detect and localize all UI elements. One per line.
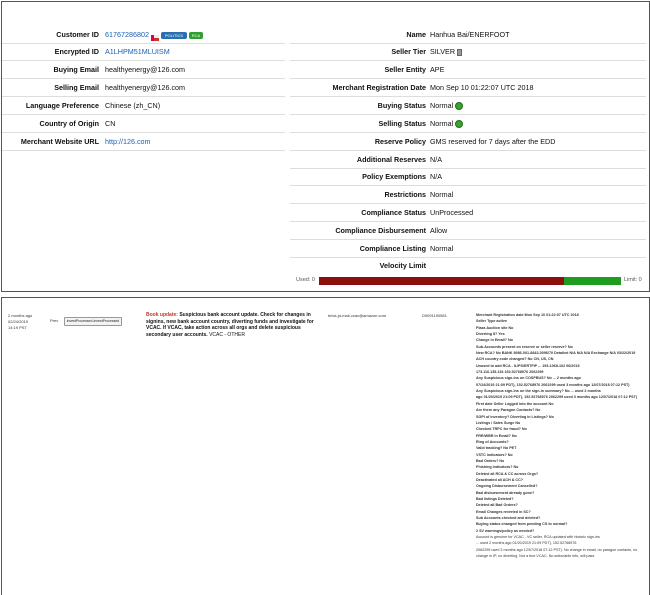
checklist-item: Bad listings Deleted?: [476, 496, 514, 501]
field-value: Normal: [430, 101, 454, 110]
field-label: Velocity Limit: [379, 261, 426, 270]
field-value: Mon Sep 10 01:22:07 UTC 2018: [430, 83, 534, 92]
status-globe-icon: [455, 102, 463, 110]
annotation-date: 02/24/2019: [8, 319, 29, 324]
field-value: SILVER: [430, 47, 456, 56]
velocity-used-label: Used: 0: [296, 277, 315, 283]
velocity-remaining-bar: [564, 277, 621, 285]
field-value: Normal: [430, 190, 454, 199]
checklist-item: Buying status changed from pending CS to normal?: [476, 522, 568, 527]
checklist-item: ACH country code changed? No CN, US, CN: [476, 357, 554, 362]
checklist-item: 07/24/2019 21:09 PDT), 152.52768976 2062299 used 3 months ago 12/07/2018 07:12 PST): [476, 382, 630, 387]
field-label: Compliance Listing: [359, 244, 426, 253]
checklist-item: Bad Orders? No: [476, 458, 505, 463]
field-label: Restrictions: [384, 190, 426, 199]
book-update-tail: VCAC - OTHER: [209, 331, 245, 338]
row-divider: [290, 78, 646, 79]
right-field-row: [0, 170, 648, 184]
row-divider: [2, 150, 285, 151]
checklist-item: Merchant Registration date Mon Sep 10 01:22:07 UTC 2018: [476, 313, 579, 317]
field-value: UnProcessed: [430, 208, 474, 217]
field-value: APE: [430, 65, 445, 74]
field-label: Selling Status: [378, 119, 426, 128]
checklist-item: Listings / Sales Surge No: [476, 420, 521, 425]
field-value: healthyenergy@126.com: [105, 83, 186, 92]
field-value: Normal: [430, 244, 454, 253]
status-globe-icon: [455, 120, 463, 128]
row-divider: [290, 150, 646, 151]
investigation-status-button[interactable]: investProcessed-investProcessed: [64, 317, 122, 326]
annotation-checklist: [476, 312, 648, 559]
row-divider: [290, 257, 646, 258]
row-divider: [2, 114, 285, 115]
field-value: CN: [105, 119, 116, 128]
velocity-used-bar: [319, 277, 564, 285]
checklist-item: Bad disbursement already gone?: [476, 490, 535, 495]
checklist-item: Sub-Accounts present on reserve or seller reserve? No: [476, 344, 573, 349]
checklist-item: Email Changes reverted in SC?: [476, 509, 531, 514]
prev-label: Prev: [50, 318, 59, 323]
right-field-row: [0, 135, 648, 149]
rca-tag-badge: RCA: [189, 32, 203, 39]
row-divider: [2, 60, 285, 61]
field-label: Merchant Registration Date: [332, 83, 426, 92]
checklist-item: Diverting $? Yes: [476, 332, 505, 337]
annotation-time-ago: 2 months ago: [8, 313, 33, 318]
checklist-item: Deleted all RCA & CC across Orgs?: [476, 471, 539, 476]
checklist-item: 2062299 used 3 months ago 12/07/2018 07:12 PST). No change in email, no paragon contacts, no: [476, 547, 638, 552]
row-divider: [290, 239, 646, 240]
field-label: Policy Exemptions: [362, 172, 426, 181]
field-value-cell: [430, 45, 462, 59]
checklist-item: Account is genuine for VCAC - VC seller, RCA updated with historic sign-ins: [476, 535, 600, 540]
checklist-item: Deactivated all ACH & CC?: [476, 477, 523, 482]
trash-can-icon: [457, 49, 462, 56]
right-field-row: [0, 224, 648, 238]
field-label: Merchant Website URL: [20, 137, 99, 146]
right-field-row: [0, 99, 648, 113]
row-divider: [290, 185, 646, 186]
checklist-item: Phishing indicators? No: [476, 465, 519, 470]
right-field-row: [0, 117, 648, 131]
field-label: Country of Origin: [39, 119, 99, 128]
row-divider: [290, 203, 646, 204]
book-update-title: Book update:: [146, 312, 178, 318]
field-value-cell: [430, 63, 444, 77]
row-divider: [2, 43, 285, 44]
field-value: N/A: [430, 155, 442, 164]
velocity-limit-label: Limit: 0: [624, 277, 642, 283]
checklist-item: change in IP, no diverting. Not a true VCAC. No actionable info, will pass: [476, 554, 595, 559]
checklist-item: New RCA? No BANK 8986-001-8843-0096/70 Detailed N/A N/A N/A Exchange N/A 03/22/2019: [476, 351, 636, 356]
field-value: N/A: [430, 172, 442, 181]
field-label: Buying Email: [53, 65, 99, 74]
field-label: Reserve Policy: [374, 137, 426, 146]
right-field-row: [0, 153, 648, 167]
row-divider: [2, 96, 285, 97]
checklist-item: Plaza Auction site No: [476, 325, 514, 330]
field-label: Buying Status: [377, 101, 426, 110]
checklist-item: Ongoing Disbursement Cancelled?: [476, 484, 538, 489]
field-label: Name: [406, 30, 426, 39]
row-divider: [290, 132, 646, 133]
field-value-cell: [430, 242, 453, 256]
field-value-cell: [430, 117, 463, 131]
checklist-item: Ring of Accounts?: [476, 439, 509, 444]
field-value-cell: [430, 224, 447, 238]
field-value-cell: [430, 28, 510, 42]
field-label: Language Preference: [25, 101, 99, 110]
checklist-item: Change in Email? No: [476, 338, 513, 343]
checklist-item: Any Suspicious sign-ins on the sign-in summary? No ... used 2 months: [476, 389, 601, 394]
field-value-cell: [430, 188, 453, 202]
politics-badge: POLITICS: [161, 32, 187, 39]
field-value: Chinese (zh_CN): [105, 101, 161, 110]
book-update-note: [146, 312, 322, 338]
checklist-item: FRR/WBR in Email? No: [476, 433, 517, 438]
row-divider: [290, 221, 646, 222]
checklist-item: First date Seller Logged into the account No: [476, 401, 554, 406]
field-label: Compliance Disbursement: [335, 226, 426, 235]
row-divider: [290, 43, 646, 44]
checklist-item: ... used 2 months ago 01/20/2019 21:09 PDT), 152.52768976: [476, 541, 577, 546]
field-label: Compliance Status: [361, 208, 426, 217]
row-divider: [290, 96, 646, 97]
field-value: Hanhua Bai/ENERFOOT: [430, 30, 510, 39]
checklist-item: Deleted all Bad Orders?: [476, 503, 518, 508]
field-value-link[interactable]: 61767286802: [105, 30, 149, 39]
row-divider: [290, 114, 646, 115]
field-label: Encrypted ID: [54, 47, 99, 56]
checklist-item: Sub Accounts checked and deleted?: [476, 516, 541, 520]
right-field-row: [0, 188, 648, 202]
checklist-item: Valid tracking? No PET: [476, 446, 517, 451]
field-label: Seller Tier: [391, 47, 426, 56]
checklist-item: 173.116.135.134 152.52768976 2062299: [476, 370, 544, 375]
checklist-item: Checked TRPC for fraud? No: [476, 427, 527, 432]
checklist-item: Seller Type active: [476, 319, 507, 324]
annotation-email: brick-jd-mail-vcac@amazon.com: [328, 313, 387, 318]
field-label: Additional Reserves: [356, 155, 426, 164]
row-divider: [290, 60, 646, 61]
field-value-link[interactable]: A1LHPM51MLUISM: [105, 47, 170, 56]
field-value-link[interactable]: http://126.com: [105, 137, 151, 146]
right-field-row: [0, 81, 648, 95]
field-value-cell: [430, 153, 442, 167]
field-value-cell: [430, 81, 534, 95]
checklist-item: VSTC indicators? No: [476, 452, 513, 457]
field-value-cell: [430, 206, 473, 220]
annotation-ref-id: D9091190581: [422, 313, 447, 318]
field-value-cell: [430, 135, 555, 149]
annotation-time: 14:19 PST: [8, 325, 27, 330]
field-value: Allow: [430, 226, 448, 235]
field-value-cell: [430, 170, 442, 184]
right-field-row: [0, 63, 648, 77]
right-field-row: [0, 206, 648, 220]
field-value-cell: [430, 99, 463, 113]
right-field-row: [0, 259, 648, 273]
field-label: Seller Entity: [384, 65, 426, 74]
checklist-item: Any Suspicious sign-ins on COSPBUS? No ... 2 months ago: [476, 376, 581, 381]
row-divider: [2, 78, 285, 79]
field-label: Selling Email: [54, 83, 99, 92]
right-field-row: [0, 242, 648, 256]
checklist-item: Unused to add RCA - IL/PS/ERTFIP ... 193-1068-102 06/2019: [476, 363, 580, 368]
field-label: Customer ID: [56, 30, 99, 39]
checklist-item: ago 01/20/2019 21:09 PDT), 152.52768976 2062299 used 3 months ago 12/07/2018 07:12 PST): [476, 395, 638, 400]
right-field-row: [0, 28, 648, 42]
checklist-item: 2 SV warnings/policy as needed?: [476, 528, 535, 533]
checklist-item: Are there any Paragon Contacts? No: [476, 408, 541, 413]
row-divider: [2, 132, 285, 133]
field-value: Normal: [430, 119, 454, 128]
row-divider: [290, 168, 646, 169]
book-update-text: Suspicious bank account update. Check for changes in signins, new bank account country, diverting funds and investigate for VCAC. If VCAC, take action across all orgs and delete suspicious secondary user accounts.: [146, 312, 314, 338]
right-field-row: [0, 45, 648, 59]
field-value: healthyenergy@126.com: [105, 65, 186, 74]
field-value: GMS reserved for 7 days after the EDD: [430, 137, 556, 146]
checklist-item: SGPI of inventory? Diverting in Listings? No: [476, 414, 554, 419]
